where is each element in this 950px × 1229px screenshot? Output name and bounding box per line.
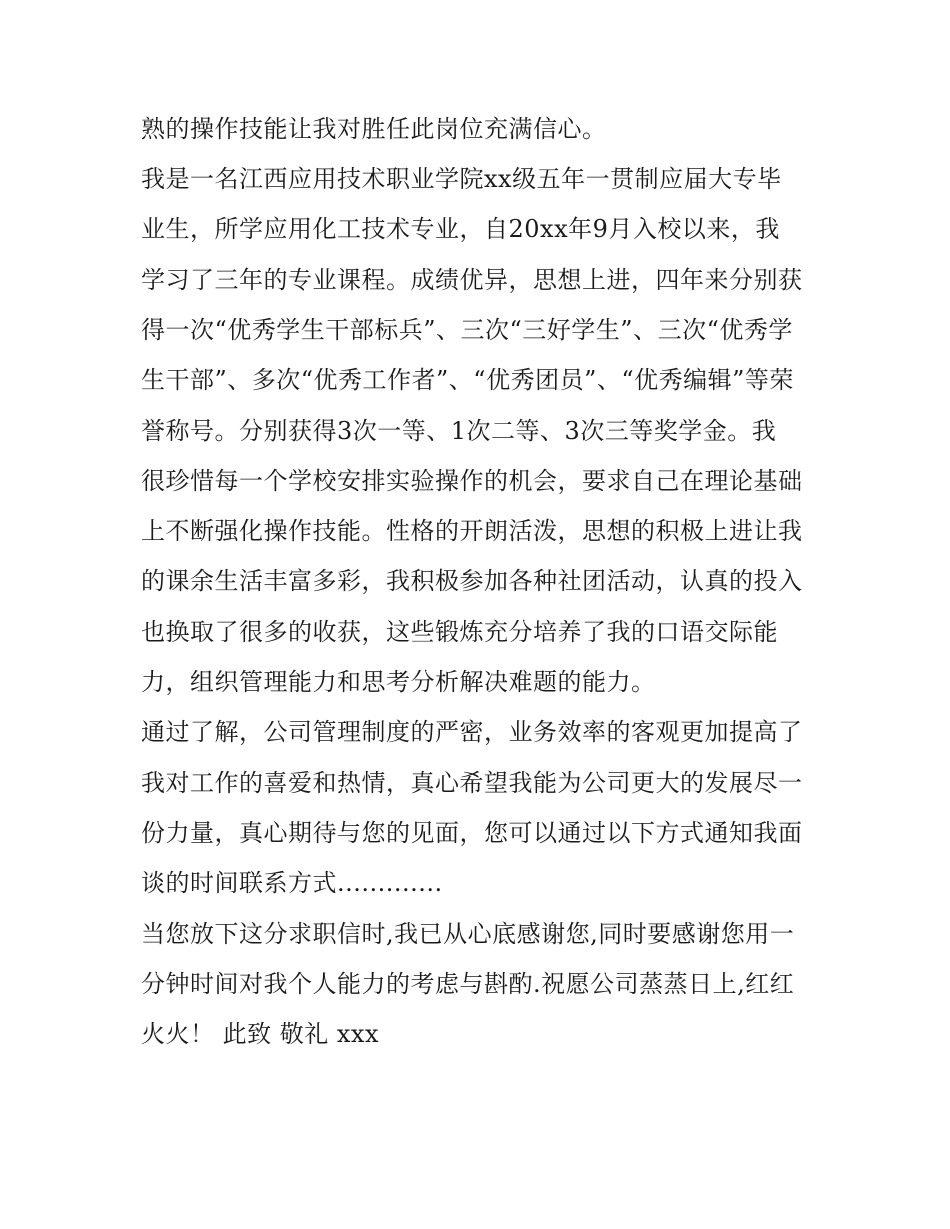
text-line: 誉称号。分别获得3次一等、1次二等、3次三等奖学金。我	[141, 417, 777, 445]
text-line: 份力量，真心期待与您的见面，您可以通过以下方式通知我面	[141, 819, 803, 847]
text-line: 通过了解，公司管理制度的严密，业务效率的客观更加提高了	[141, 718, 803, 746]
text-line: 火火！ 此致 敬礼 xxx	[141, 1020, 379, 1048]
text-line: 业生，所学应用化工技术专业，自20xx年9月入校以来，我	[141, 215, 780, 243]
text-line: 生干部”、多次“优秀工作者”、“优秀团员”、“优秀编辑”等荣	[141, 366, 794, 394]
text-line: 谈的时间联系方式.............	[141, 869, 443, 897]
text-line: 很珍惜每一个学校安排实验操作的机会，要求自己在理论基础	[141, 467, 803, 495]
text-line: 的课余生活丰富多彩，我积极参加各种社团活动，认真的投入	[141, 567, 803, 595]
text-line: 分钟时间对我个人能力的考虑与斟酌.祝愿公司蒸蒸日上,红红	[141, 970, 795, 998]
text-line: 熟的操作技能让我对胜任此岗位充满信心。	[141, 115, 607, 143]
text-line: 当您放下这分求职信时,我已从心底感谢您,同时要感谢您用一	[141, 920, 795, 948]
text-line: 上不断强化操作技能。性格的开朗活泼，思想的积极上进让我	[141, 517, 803, 545]
text-line: 力，组织管理能力和思考分析解决难题的能力。	[141, 668, 656, 696]
text-line: 也换取了很多的收获，这些锻炼充分培养了我的口语交际能	[141, 618, 778, 646]
text-line: 我对工作的喜爱和热情，真心希望我能为公司更大的发展尽一	[141, 769, 803, 797]
text-line: 我是一名江西应用技术职业学院xx级五年一贯制应届大专毕	[141, 165, 782, 193]
text-line: 得一次“优秀学生干部标兵”、三次“三好学生”、三次“优秀学	[141, 316, 793, 344]
text-line: 学习了三年的专业课程。成绩优异，思想上进，四年来分别获	[141, 266, 803, 294]
